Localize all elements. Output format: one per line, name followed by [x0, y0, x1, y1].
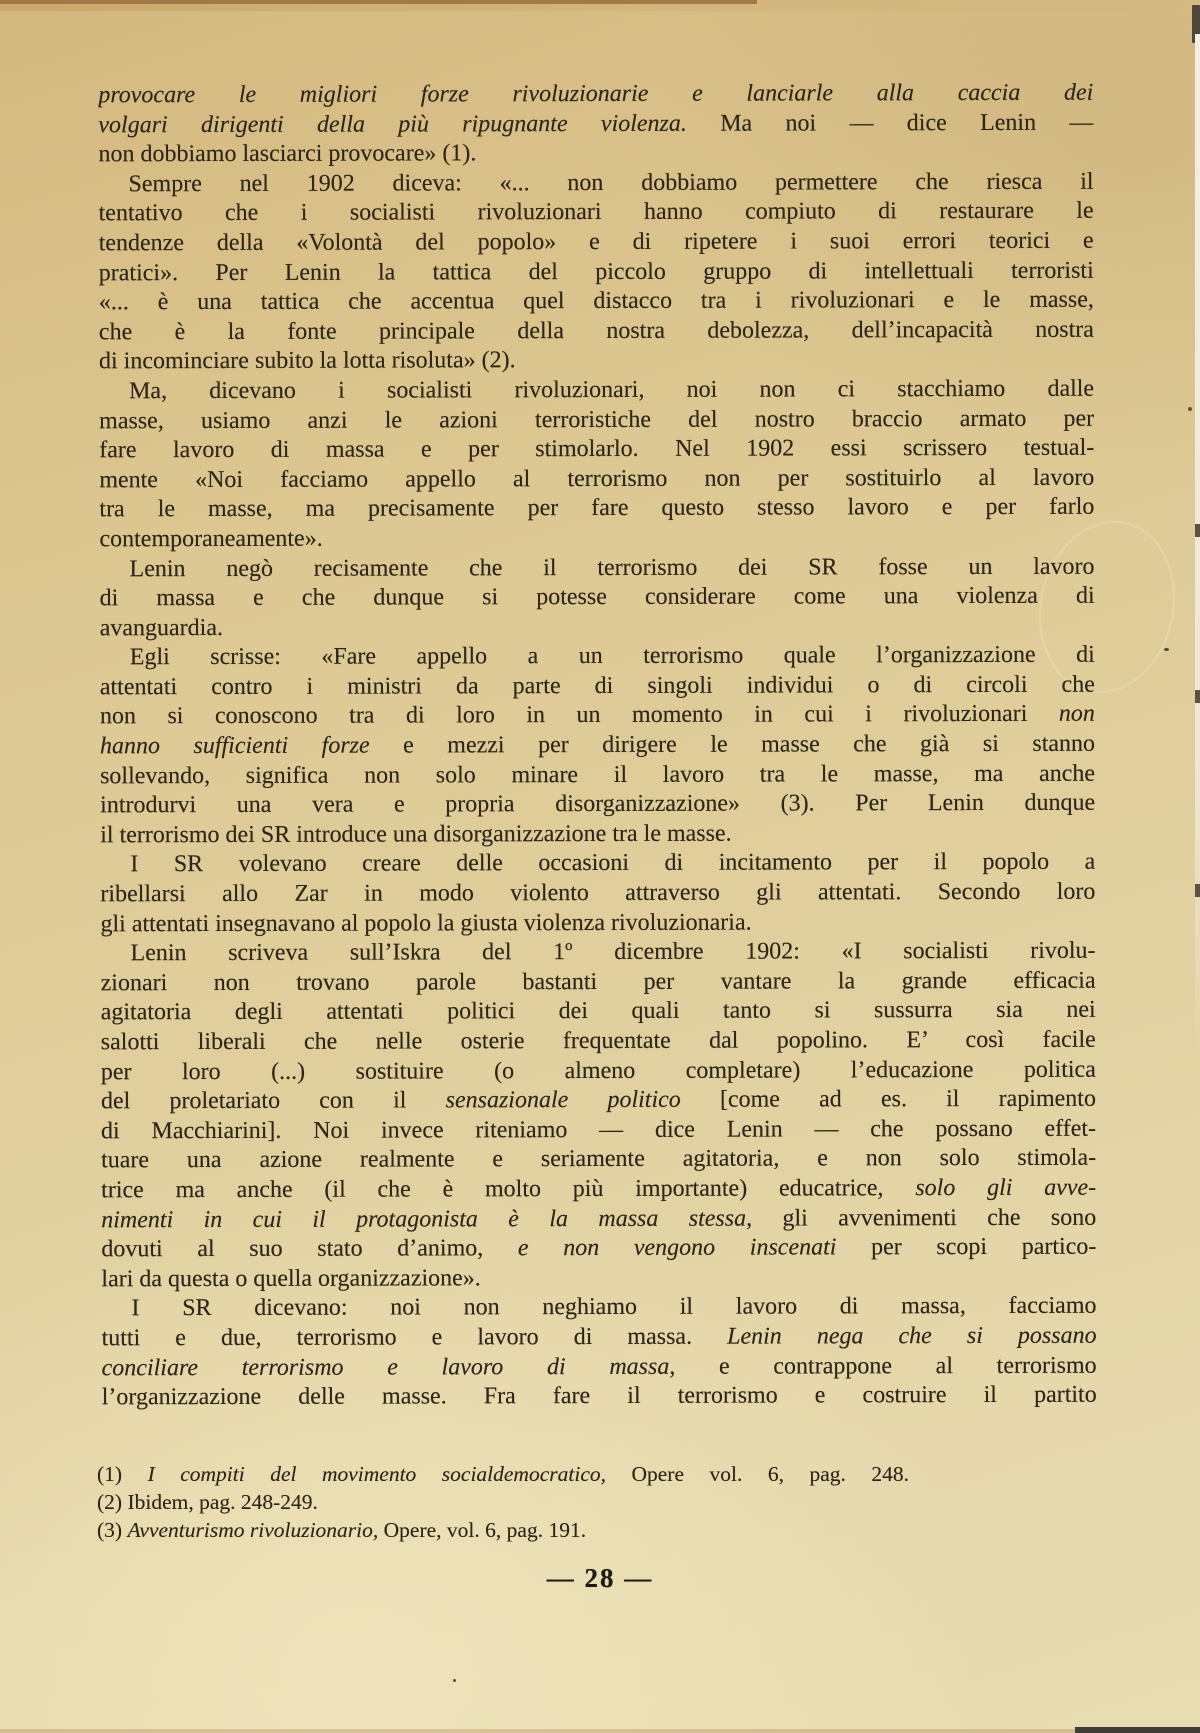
scan-bottom-bar — [1075, 1727, 1200, 1733]
text-segment: Opere, vol. 6, pag. 191. — [378, 1518, 587, 1542]
text-line — [101, 967, 1096, 999]
text-line — [98, 167, 1093, 199]
text-line — [100, 700, 1095, 732]
text-line — [101, 1055, 1096, 1087]
paragraph — [99, 552, 1094, 643]
text-line — [101, 1144, 1096, 1176]
paragraph — [100, 641, 1096, 851]
text-segment: del proletariato con il — [100, 1087, 446, 1115]
text-segment: attentati contro i ministri da parte di singoli individui o di circoli che — [99, 671, 1095, 701]
paper-speck — [453, 1679, 456, 1682]
italic-text-segment: volgari dirigenti della più ripugnante violenza. — [98, 110, 687, 138]
text-segment: [come ad es. il rapimento — [680, 1085, 1096, 1113]
text-segment: (1) — [97, 1462, 148, 1486]
italic-text-segment: Avventurismo rivoluzionario, — [127, 1518, 379, 1542]
text-line — [99, 197, 1094, 229]
text-line — [100, 819, 1095, 851]
text-line — [101, 1292, 1096, 1324]
text-segment: per scopi partico- — [836, 1233, 1097, 1261]
paper-speck — [1188, 407, 1192, 411]
text-line — [101, 1085, 1096, 1117]
text-line — [100, 759, 1095, 791]
text-segment: masse, usiamo anzi le azioni terroristiche del nostro braccio armato per — [99, 405, 1095, 434]
scan-edge-tick — [1195, 524, 1200, 537]
text-line — [101, 1262, 1096, 1294]
text-line — [99, 375, 1094, 407]
text-segment: agitatoria degli attentati politici dei quali tanto si sussurra sia nei — [100, 997, 1096, 1026]
text-line — [99, 286, 1094, 318]
text-segment: che è la fonte principale della nostra debolezza, dell’incapacità nostra — [98, 316, 1094, 346]
italic-text-segment: hanno sufficienti forze — [99, 732, 370, 760]
text-segment: Lenin negò recisamente che il terrorismo dei SR fosse un lavoro — [129, 553, 1095, 582]
text-line — [100, 907, 1095, 939]
text-segment: I SR dicevano: noi non neghiamo il lavoro di massa, facciamo — [131, 1293, 1097, 1322]
text-line — [99, 463, 1094, 495]
text-segment: di incominciare subito la lotta risoluta» (2). — [98, 347, 516, 375]
text-segment: contemporaneamente». — [99, 525, 323, 553]
text-segment: pratici». Per Lenin la tattica del piccolo gruppo di intellettuali terroristi — [98, 257, 1094, 286]
paragraph — [98, 79, 1093, 170]
text-line — [100, 582, 1095, 614]
text-segment: e mezzi per dirigere le masse che già si stanno — [369, 730, 1096, 759]
text-line — [99, 227, 1094, 259]
paragraph — [101, 937, 1097, 1295]
italic-text-segment: sensazionale politico — [445, 1086, 681, 1114]
italic-text-segment: nimenti in cui il protagonista è la massa stessa, — [101, 1205, 753, 1233]
text-segment: I SR volevano creare delle occasioni di incitamento per il popolo a — [130, 849, 1096, 878]
text-segment: tendenze della «Volontà del popolo» e di ripetere i suoi errori teorici e — [98, 227, 1094, 257]
paragraph — [98, 167, 1094, 377]
text-line — [102, 1351, 1097, 1383]
text-segment: mente «Noi facciamo appello al terrorismo non per sostituirlo al lavoro — [99, 464, 1095, 494]
text-segment: tuare una azione realmente e seriamente agitatoria, e non solo stimola- — [101, 1145, 1097, 1174]
text-segment: salotti liberali che nelle osterie frequentate dal popolino. E’ così facile — [100, 1026, 1096, 1056]
text-line — [101, 937, 1096, 969]
scan-bottom-edge — [0, 1729, 1200, 1733]
text-segment: zionari non trovano parole bastanti per vantare la grande efficacia — [100, 967, 1096, 997]
paragraph — [100, 848, 1095, 939]
text-segment: l’organizzazione delle masse. Fra fare il terrorismo e costruire il partito — [101, 1381, 1097, 1411]
italic-text-segment: solo gli avve- — [915, 1174, 1097, 1202]
text-line — [102, 1381, 1097, 1413]
page-number: — 28 — — [546, 1563, 654, 1593]
text-segment: tutti e due, terrorismo e lavoro di massa. — [101, 1323, 728, 1352]
text-line — [99, 493, 1094, 525]
text-segment: , e contrappone al terrorismo — [669, 1352, 1097, 1380]
text-line — [100, 789, 1095, 821]
text-segment: fare lavoro di massa e per stimolarlo. Nel 1902 essi scrissero testual- — [99, 434, 1095, 464]
text-segment: «... è una tattica che accentua quel distacco tra i rivoluzionari e le masse, — [98, 286, 1094, 316]
text-segment: lari da questa o quella organizzazione». — [101, 1265, 481, 1293]
text-segment: Ma, dicevano i socialisti rivoluzionari, noi non ci stacchiamo dalle — [129, 375, 1095, 405]
text-segment: avanguardia. — [99, 614, 224, 641]
text-line — [99, 552, 1094, 584]
text-segment: ribellarsi allo Zar in modo violento attraverso gli attentati. Secondo loro — [100, 878, 1096, 908]
scan-edge-tick — [1195, 884, 1200, 897]
text-line — [99, 345, 1094, 377]
text-segment: Egli scrisse: «Fare appello a un terrorismo quale l’organizzazione di — [129, 641, 1095, 671]
text-line — [100, 671, 1095, 703]
text-line — [98, 108, 1093, 140]
text-line — [101, 996, 1096, 1028]
scan-edge-tick — [1195, 690, 1200, 703]
text-segment: (3) — [97, 1518, 128, 1542]
text-line — [100, 611, 1095, 643]
text-segment: non si conoscono tra di loro in un momento in cui i rivoluzionari — [99, 701, 1059, 730]
footnote — [97, 1460, 909, 1488]
body-text — [98, 79, 1096, 1413]
text-segment: tra le masse, ma precisamente per fare questo stesso lavoro e per farlo — [99, 494, 1095, 523]
scan-top-edge — [0, 0, 757, 4]
text-line — [102, 1322, 1097, 1354]
paper-speck — [1164, 648, 1169, 651]
text-line — [99, 315, 1094, 347]
text-line — [101, 1233, 1096, 1265]
scan-right-edge — [1195, 34, 1200, 1064]
text-line — [100, 641, 1095, 673]
text-segment: tentativo che i socialisti rivoluzionari hanno compiuto di restaurare le — [98, 198, 1094, 227]
paragraph — [99, 375, 1094, 555]
text-segment: gli avvenimenti che sono — [752, 1204, 1097, 1232]
text-segment: introdurvi una vera e propria disorganizzazione» (3). Per Lenin dunque — [100, 789, 1096, 819]
italic-text-segment: provocare le migliori forze rivoluzionarie e lanciarle alla caccia dei — [98, 79, 1094, 109]
text-segment: dovuti al suo stato d’animo, — [101, 1235, 518, 1263]
footnote — [97, 1516, 909, 1544]
text-line — [99, 523, 1094, 555]
text-line — [101, 1026, 1096, 1058]
text-line — [101, 1174, 1096, 1206]
text-segment: il terrorismo dei SR introduce una disorganizzazione tra le masse. — [100, 820, 732, 849]
footnote — [97, 1488, 909, 1516]
text-segment: Lenin scriveva sull’Iskra del 1º dicembre 1902: «I socialisti rivolu- — [130, 937, 1096, 967]
text-line — [99, 256, 1094, 288]
text-segment: di Macchiarini]. Noi invece riteniamo — dice Lenin — che possano effet- — [100, 1115, 1097, 1145]
text-segment: trice ma anche (il che è molto più importante) educatrice, — [101, 1175, 916, 1204]
text-line — [101, 1203, 1096, 1235]
text-segment: sollevando, significa non solo minare il lavoro tra le masse, ma anche — [100, 760, 1096, 789]
text-line — [97, 1516, 909, 1544]
footnotes — [97, 1460, 909, 1544]
text-segment: Opere vol. 6, pag. 248. — [605, 1462, 909, 1486]
text-line — [97, 1488, 909, 1516]
text-segment: Ma noi — dice Lenin — — [686, 109, 1094, 137]
italic-text-segment: conciliare terrorismo e lavoro di massa — [101, 1353, 670, 1381]
text-line — [101, 1114, 1096, 1146]
text-line — [100, 878, 1095, 910]
text-line — [100, 848, 1095, 880]
italic-text-segment: non — [1058, 701, 1095, 728]
text-line — [99, 404, 1094, 436]
italic-text-segment: I compiti del movimento socialdemocratico, — [147, 1462, 606, 1486]
text-line — [98, 79, 1093, 111]
text-line — [97, 1460, 909, 1488]
text-segment: di massa e che dunque si potesse considerare come una violenza di — [99, 582, 1095, 612]
text-line — [100, 730, 1095, 762]
paragraph — [101, 1292, 1096, 1413]
text-line — [98, 138, 1093, 170]
text-segment: gli attentati insegnavano al popolo la giusta violenza rivoluzionaria. — [100, 909, 752, 937]
text-segment: per loro (...) sostituire (o almeno completare) l’educazione politica — [100, 1056, 1096, 1085]
text-segment: Sempre nel 1902 diceva: «... non dobbiamo permettere che riesca il — [128, 168, 1094, 198]
text-segment: non dobbiamo lasciarci provocare» (1). — [98, 140, 477, 168]
italic-text-segment: Lenin nega che si possano — [727, 1322, 1097, 1350]
italic-text-segment: e non vengono inscenati — [517, 1234, 837, 1262]
text-segment: (2) Ibidem, pag. 248-249. — [97, 1490, 318, 1514]
text-line — [99, 434, 1094, 466]
